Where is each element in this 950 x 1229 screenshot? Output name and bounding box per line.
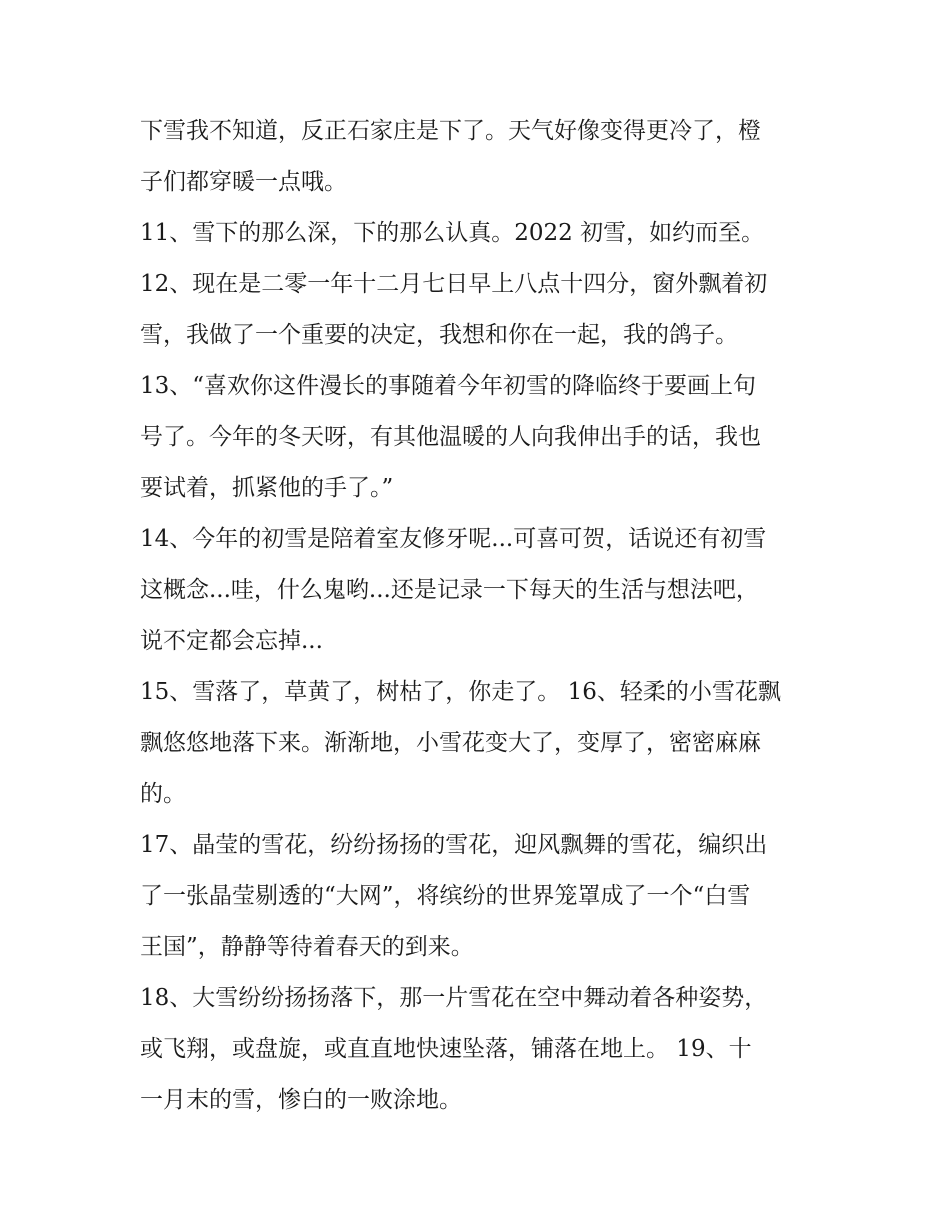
text-line: 说不定都会忘掉...: [140, 628, 323, 654]
text-line: 14、今年的初雪是陪着室友修牙呢...可喜可贺，话说还有初雪: [140, 526, 767, 552]
text-line: 号了。今年的冬天呀，有其他温暖的人向我伸出手的话，我也: [140, 424, 761, 450]
text-line: 了一张晶莹剔透的“大网”，将缤纷的世界笼罩成了一个“白雪: [140, 883, 751, 909]
text-line: 这概念...哇，什么鬼哟...还是记录一下每天的生活与想法吧，: [140, 577, 759, 603]
text-line: 13、“喜欢你这件漫长的事随着今年初雪的降临终于要画上句: [140, 373, 757, 399]
text-line: 子们都穿暖一点哦。: [140, 169, 347, 195]
text-line: 11、雪下的那么深，下的那么认真。2022 初雪，如约而至。: [140, 220, 765, 246]
text-line: 12、现在是二零一年十二月七日早上八点十四分，窗外飘着初: [140, 271, 768, 297]
text-line: 17、晶莹的雪花，纷纷扬扬的雪花，迎风飘舞的雪花，编织出: [140, 832, 768, 858]
text-line: 15、雪落了，草黄了，树枯了，你走了。 16、轻柔的小雪花飘: [140, 679, 781, 705]
text-line: 雪，我做了一个重要的决定，我想和你在一起，我的鸽子。: [140, 322, 738, 348]
text-line: 下雪我不知道，反正石家庄是下了。天气好像变得更冷了，橙: [140, 118, 761, 144]
text-line: 的。: [140, 781, 186, 807]
text-line: 或飞翔，或盘旋，或直直地快速坠落，铺落在地上。 19、十: [140, 1036, 752, 1062]
text-line: 一月末的雪，惨白的一败涂地。: [140, 1087, 462, 1113]
document-body: [140, 106, 816, 1126]
text-line: 要试着，抓紧他的手了。”: [140, 475, 394, 501]
text-line: 王国”，静静等待着春天的到来。: [140, 934, 474, 960]
text-line: 18、大雪纷纷扬扬落下，那一片雪花在空中舞动着各种姿势，: [140, 985, 768, 1011]
text-line: 飘悠悠地落下来。渐渐地，小雪花变大了，变厚了，密密麻麻: [140, 730, 761, 756]
